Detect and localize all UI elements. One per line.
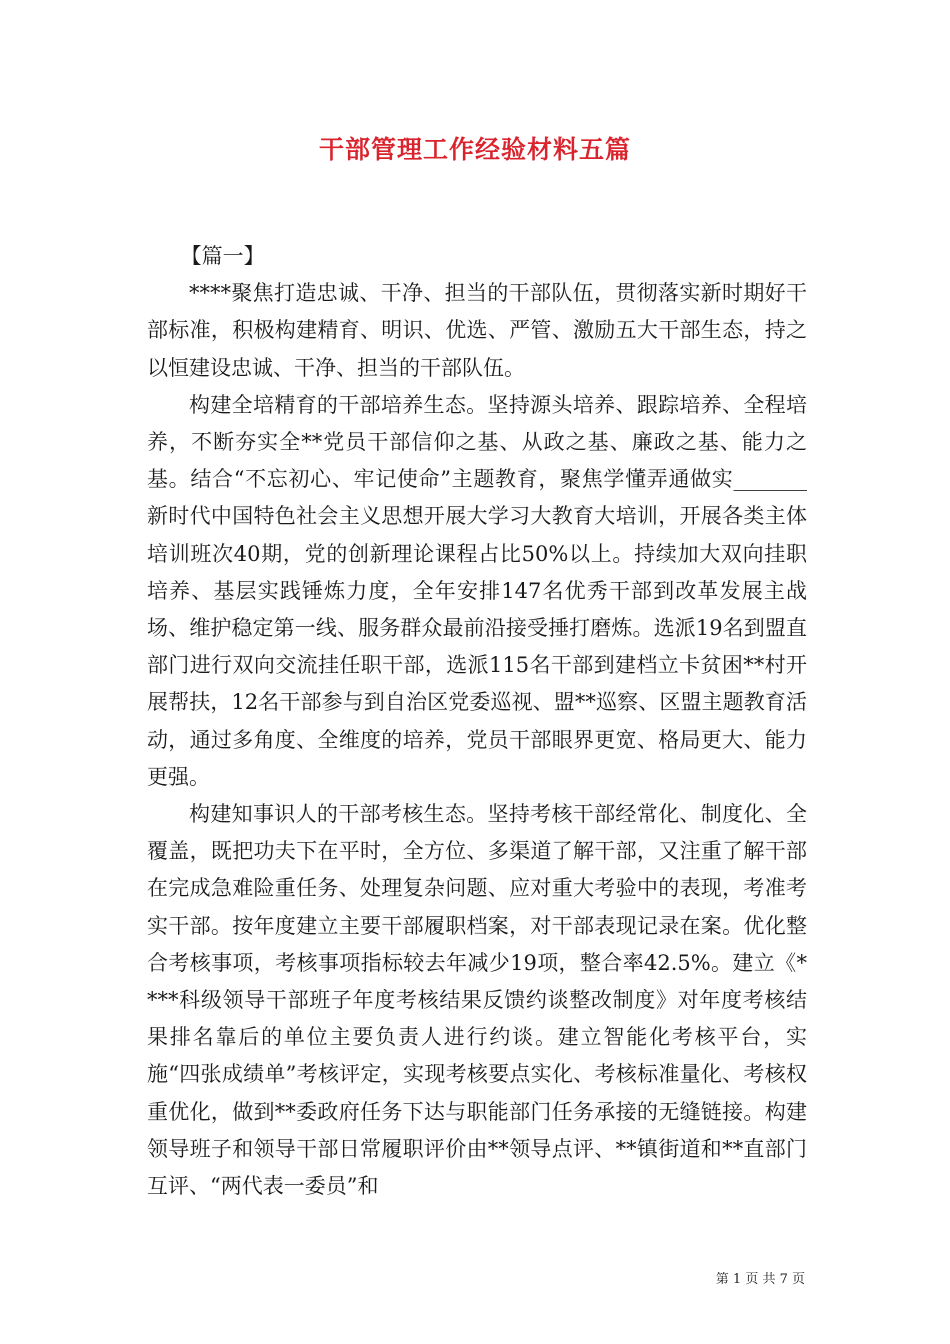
paragraph-intro: ****聚焦打造忠诚、干净、担当的干部队伍，贯彻落实新时期好干部标准，积极构建精育、明识、优选、严管、激励五大干部生态，持之以恒建设忠诚、干净、担当的干部队伍。 — [147, 281, 807, 380]
section-label: 【篇一】 — [180, 244, 265, 268]
document-title: 干部管理工作经验材料五篇 — [318, 135, 631, 164]
paragraph-assessment: 构建知事识人的干部考核生态。坚持考核干部经常化、制度化、全覆盖，既把功夫下在平时，全方位、多渠道了解干部，又注重了解干部在完成急难险重任务、处理复杂问题、应对重大考验中的表现，考准考实干部。按年度建立主要干部履职档案，对干部表现记录在案。优化整合考核事项，考核事项指标较去年减少19项，整合率42.5%。建立《****科级领导干部班子年度考核结果反馈约谈整改制度》对年度考核结果排名靠后的单位主要负责人进行约谈。建立智能化考核平台，实施“四张成绩单”考核评定，实现考核要点实化、考核标准量化、考核权重优化，做到**委政府任务下达与职能部门任务承接的无缝链接。构建领导班子和领导干部日常履职评价由**领导点评、**镇街道和**直部门互评、“两代表一委员”和 — [147, 802, 807, 1199]
document-body — [147, 238, 807, 1205]
paragraph-training: 构建全培精育的干部培养生态。坚持源头培养、跟踪培养、全程培养，不断夯实全**党员干部信仰之基、从政之基、廉政之基、能力之基。结合“不忘初心、牢记使命”主题教育，聚焦学懂弄通做实_______新时代中国特色社会主义思想开展大学习大教育大培训，开展各类主体培训班次40期，党的创新理论课程占比50%以上。持续加大双向挂职培养、基层实践锤炼力度，全年安排147名优秀干部到改革发展主战场、维护稳定第一线、服务群众最前沿接受捶打磨炼。选派19名到盟直部门进行双向交流挂任职干部，选派115名干部到建档立卡贫困**村开展帮扶，12名干部参与到自治区党委巡视、盟**巡察、区盟主题教育活动，通过多角度、全维度的培养，党员干部眼界更宽、格局更大、能力更强。 — [147, 392, 807, 789]
page-number: 第 1 页 共 7 页 — [715, 1272, 805, 1287]
